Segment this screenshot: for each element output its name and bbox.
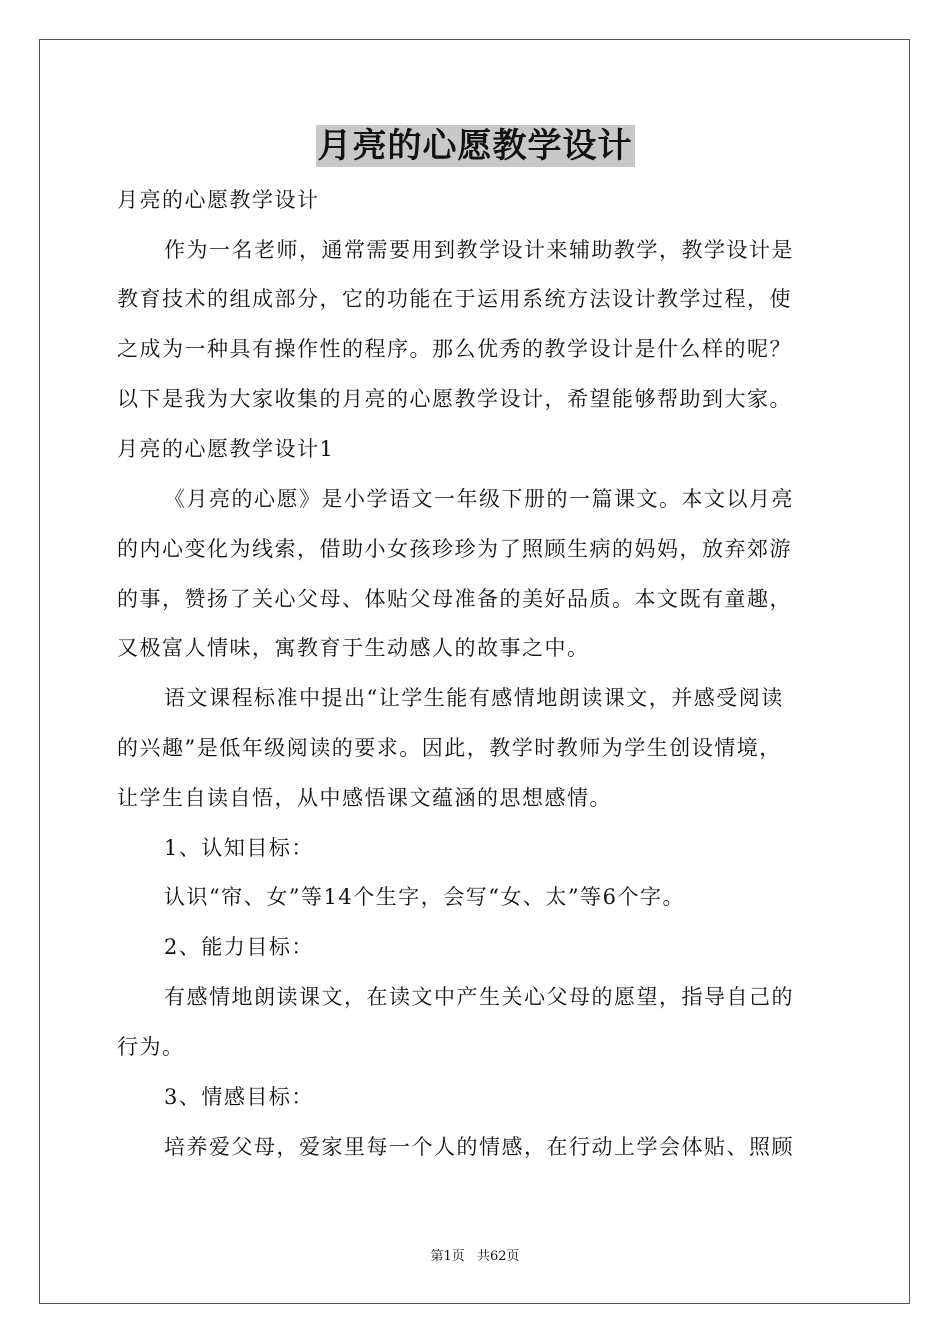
- paragraph-line: 以下是我为大家收集的月亮的心愿教学设计，希望能够帮助到大家。: [117, 387, 792, 411]
- paragraph-line: 行为。: [117, 1035, 185, 1059]
- paragraph-line: 有感情地朗读课文，在读文中产生关心父母的愿望，指导自己的: [164, 985, 794, 1009]
- paragraph-line: 的内心变化为线索，借助小女孩珍珍为了照顾生病的妈妈，放弃郊游: [117, 537, 792, 561]
- page-border: [39, 39, 910, 1304]
- paragraph-line: 的事，赞扬了关心父母、体贴父母准备的美好品质。本文既有童趣，: [117, 587, 792, 611]
- page-footer: [0, 1248, 950, 1266]
- objective-heading: 2、能力目标：: [164, 935, 314, 959]
- objective-heading: 1、认知目标：: [164, 836, 314, 860]
- subtitle-line: 月亮的心愿教学设计: [117, 188, 320, 212]
- page-total: 共62页: [476, 1249, 520, 1264]
- page-current: 第1页: [430, 1249, 465, 1264]
- section-heading: 月亮的心愿教学设计1: [117, 437, 335, 461]
- document-title: 月亮的心愿教学设计: [317, 126, 633, 166]
- paragraph-line: 之成为一种具有操作性的程序。那么优秀的教学设计是什么样的呢？: [117, 337, 792, 361]
- paragraph-line: 让学生自读自悟，从中感悟课文蕴涵的思想感情。: [117, 786, 612, 810]
- paragraph-line: 又极富人情味，寓教育于生动感人的故事之中。: [117, 636, 590, 660]
- title-container: [0, 125, 950, 167]
- paragraph-line: 作为一名老师，通常需要用到教学设计来辅助教学，教学设计是: [164, 238, 794, 262]
- paragraph-line: 教育技术的组成部分，它的功能在于运用系统方法设计教学过程，使: [117, 287, 792, 311]
- objective-heading: 3、情感目标：: [164, 1085, 314, 1109]
- paragraph-line: 培养爱父母，爱家里每一个人的情感，在行动上学会体贴、照顾: [164, 1135, 794, 1159]
- paragraph-line: 《月亮的心愿》是小学语文一年级下册的一篇课文。本文以月亮: [164, 487, 794, 511]
- paragraph-line: 语文课程标准中提出“让学生能有感情地朗读课文，并感受阅读: [164, 686, 784, 710]
- paragraph-line: 认识“帘、女”等14个生字，会写“女、太”等6个字。: [164, 885, 686, 909]
- paragraph-line: 的兴趣”是低年级阅读的要求。因此，教学时教师为学生创设情境，: [117, 736, 782, 760]
